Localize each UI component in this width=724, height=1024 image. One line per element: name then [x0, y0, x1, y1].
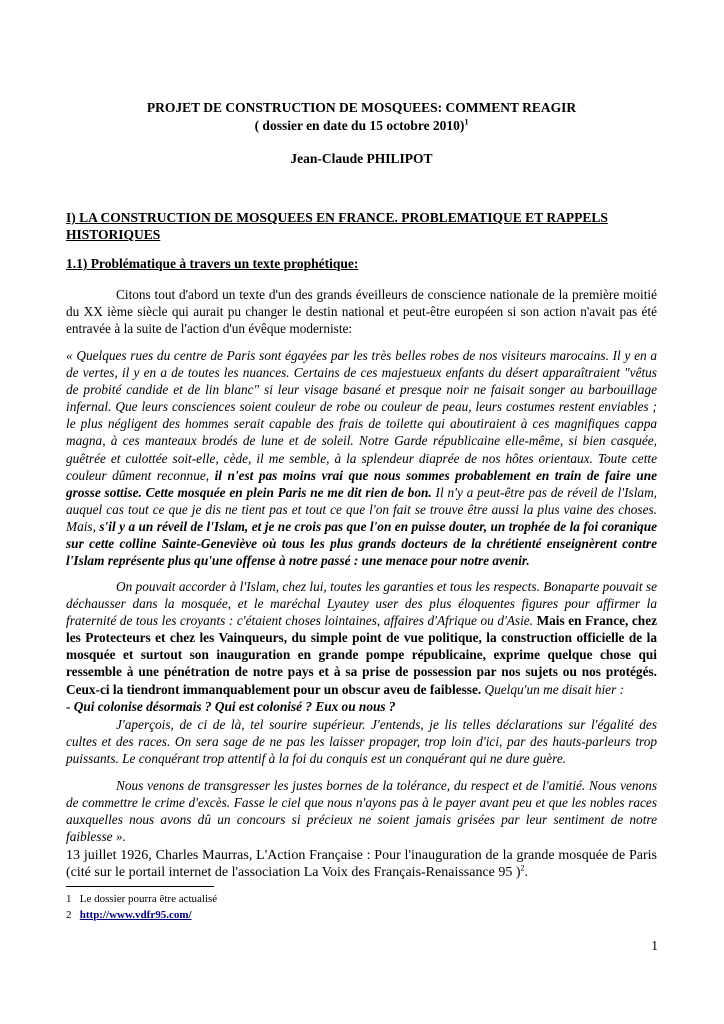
- attribution: 13 juillet 1926, Charles Maurras, L'Action Française : Pour l'inauguration de la grande mosquée de Paris (cité sur le portail internet de l'association La Voix des Français-Renaissance 95 )$^2$.: [66, 848, 657, 881]
- document-date: ( dossier en date du 15 octobre 2010)$^1$: [254, 117, 469, 133]
- subsection-heading: 1.1) Problématique à travers un texte prophétique:: [66, 256, 359, 271]
- footnote-2: 2 http://www.vdfr95.com/: [66, 909, 192, 921]
- footnote-divider: [66, 886, 214, 887]
- document-title: PROJET DE CONSTRUCTION DE MOSQUEES: COMMENT REAGIR: [146, 100, 577, 115]
- footnote-ref-1: 1: [464, 117, 469, 127]
- footnote-1: 1 Le dossier pourra être actualisé: [66, 893, 218, 905]
- footnote-link[interactable]: http://www.vdfr95.com/: [79, 909, 192, 921]
- quote-paragraph-2: On pouvait accorder à l'Islam, chez lui, toutes les garanties et tous les respects. Bonaparte pouvait se déchausser dans la mosquée, et le maréchal Lyautey user des plus éloquentes figures pour affirmer la fraternité de tous les croyants : c'étaient choses lointaines, affaires d'Afrique ou d'Asie. Mais en France, chez les Protecteurs et chez les Vainqueurs, du simple point de vue politique, la construction officielle de la mosquée et surtout son inauguration en grande pompe républicaine, exprime quelque chose qui ressemble à une pénétration de notre pays et à sa prise de possession par nos sujets ou nos protégés. Ceux-ci la tiendront immanquablement pour un obscur aveu de faiblesse. Quelqu'un me disait hier : - Qui colonise désormais ? Qui est colonisé ? Eux ou nous ?: [66, 579, 657, 714]
- page-number: 1: [651, 938, 658, 953]
- quote-paragraph-1: « Quelques rues du centre de Paris sont égayées par les très belles robes de nos visiteurs marocains. Il y en a de vertes, il y en a de toutes les nuances. Certains de ces majestueux enfants du désert apparaîtraient "vêtus de probité candide et de lin blanc" si leur visage basané et presque noir ne faisait songer au barbouillage infernal. Que leurs consciences soient couleur de robe ou couleur de peau, leurs costumes restent enviables ; le plus négligent des hommes serait capable des frais de toilette qui aboutiraient à ces magnifiques cappa magna, à ces manteaux brodés de lune et de soleil. Notre Garde républicaine elle-même, si bien casquée, guêtrée et culottée soit-elle, cède, il me semble, à la splendeur diaprée de nos hôtes orientaux. Toute cette couleur dûment reconnue, il n'est pas moins vrai que nous sommes probablement en train de faire une grosse sottise. Cette mosquée en plein Paris ne me dit rien de bon. Il n'y a peut-être pas de réveil de l'Islam, auquel cas tout ce que je dis ne tient pas et tout ce que l'on fait se trouve être aussi la plus vaine des choses. Mais, s'il y a un réveil de l'Islam, et je ne crois pas que l'on en puisse douter, un trophée de la foi coranique sur cette colline Sainte-Geneviève où tous les plus grands docteurs de la chrétienté enseignèrent contre l'Islam représente plus qu'une offense à notre passé : une menace pour notre avenir.: [66, 348, 657, 569]
- document-author: Jean-Claude PHILIPOT: [290, 151, 433, 166]
- intro-paragraph: Citons tout d'abord un texte d'un des grands éveilleurs de conscience nationale de la première moitié du XX ième siècle qui aurait pu changer le destin national et peut-être européen si son action n'avait pas été entravée à la suite de l'action d'un évêque moderniste:: [66, 287, 657, 337]
- footnote-ref-2: 2: [520, 863, 525, 873]
- section-heading: I) LA CONSTRUCTION DE MOSQUEES EN FRANCE. PROBLEMATIQUE ET RAPPELS HISTORIQUES: [66, 210, 608, 242]
- quote-paragraph-3: J'aperçois, de ci de là, tel sourire supérieur. J'entends, je lis telles déclarations sur l'égalité des cultes et des races. On sera sage de ne pas les laisser propager, trop loin d'ici, par des hauts-parleurs trop puissants. Le conquérant trop attentif à la foi du conquis est un conquérant qui ne dure guère.: [66, 717, 657, 767]
- quote-paragraph-4: Nous venons de transgresser les justes bornes de la tolérance, du respect et de l'amitié. Nous venons de commettre le crime d'excès. Fasse le ciel que nous n'ayons pas à le payer avant peu et que les nobles races auxquelles nous avons dû un concours si précieux ne soient jamais grisées par leur sentiment de notre faiblesse ».: [66, 778, 657, 845]
